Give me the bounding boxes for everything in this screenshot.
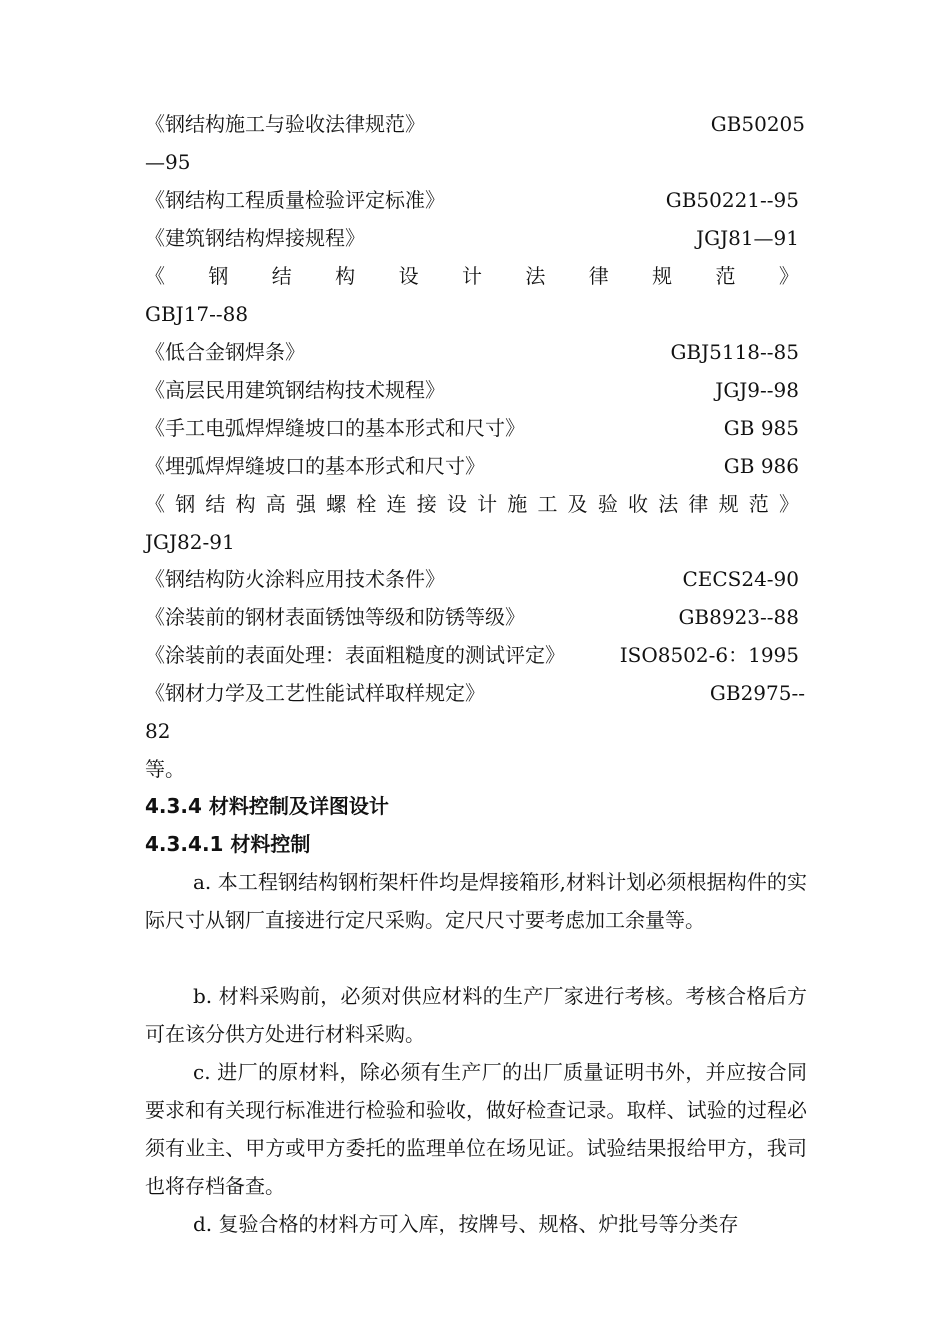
reference-line [145,377,799,403]
title-char: 钢 [208,264,229,288]
paragraph-c: c. 进厂的原材料，除必须有生产厂的出厂质量证明书外，并应按合同要求和有关现行标准进行检验和验收，做好检查记录。取样、试验的过程必须有业主、甲方或甲方委托的监理单位在场见证。试验结果报给甲方，我司也将存档备查。 [145,1060,807,1198]
title-char: 范 [715,264,736,288]
title-char: 律 [688,492,709,516]
title-char: 规 [718,492,739,516]
reference-code-continuation [145,149,805,175]
reference-title: 《钢结构工程质量检验评定标准》 [145,188,445,212]
reference-title: 《埋弧焊焊缝坡口的基本形式和尺寸》 [145,454,485,478]
reference-code: GBJ5118--85 [670,340,799,364]
reference-line [145,642,799,668]
reference-code: GB 986 [723,454,799,478]
title-char: 验 [597,492,618,516]
title-char: 法 [525,264,546,288]
title-char: 律 [588,264,609,288]
title-char: 施 [507,492,528,516]
title-char: 《 [145,492,165,516]
reference-code: GB 985 [723,416,799,440]
reference-code: JGJ9--98 [715,378,799,402]
reference-code: GB50205 [710,112,805,136]
reference-line [145,566,799,592]
reference-code: ISO8502-6：1995 [619,643,799,667]
reference-title: 《钢结构防火涂料应用技术条件》 [145,567,445,591]
title-char: 工 [537,492,558,516]
title-char: 》 [778,492,799,516]
title-char: 接 [416,492,437,516]
reference-title: 《涂装前的钢材表面锈蚀等级和防锈等级》 [145,605,525,629]
title-char: 及 [567,492,588,516]
reference-title: 《钢材力学及工艺性能试样取样规定》 [145,681,485,705]
title-char: 计 [461,264,482,288]
reference-code: GBJ17--88 [145,302,249,326]
etc-text: 等。 [145,757,185,781]
reference-title: 《涂装前的表面处理：表面粗糙度的测试评定》 [145,643,565,667]
reference-title: 《钢结构施工与验收法律规范》 [145,112,425,136]
title-char: 螺 [326,492,347,516]
reference-title: 《高层民用建筑钢结构技术规程》 [145,378,445,402]
section-heading: 4.3.4 材料控制及详图设计 [145,794,389,818]
title-char: 范 [748,492,769,516]
reference-code: GB50221--95 [665,188,799,212]
title-char: 法 [658,492,679,516]
reference-title: 《低合金钢焊条》 [145,340,305,364]
reference-line [145,339,799,365]
title-char: 设 [446,492,467,516]
title-char: 钢 [175,492,196,516]
paragraph-b: b. 材料采购前，必须对供应材料的生产厂家进行考核。考核合格后方可在该分供方处进行材料采购。 [145,984,807,1046]
reference-code-continuation [145,718,805,744]
title-char: 《 [145,264,165,288]
title-char: 高 [265,492,286,516]
title-char: 计 [477,492,498,516]
reference-code: GB8923--88 [678,605,799,629]
title-char: 规 [652,264,673,288]
reference-code: GB2975-- [709,681,805,705]
reference-code: JGJ82-91 [145,530,235,554]
title-char: 栓 [356,492,377,516]
reference-line [145,111,805,137]
list-ending [145,756,805,782]
reference-line [145,604,799,630]
title-char: 强 [295,492,316,516]
reference-title: 《手工电弧焊焊缝坡口的基本形式和尺寸》 [145,416,525,440]
reference-code-continuation [145,529,805,555]
title-char: 设 [398,264,419,288]
reference-title-spread [145,491,799,517]
reference-line [145,225,799,251]
paragraph-d: d. 复验合格的材料方可入库，按牌号、规格、炉批号等分类存 [193,1212,739,1236]
reference-line [145,453,799,479]
title-char: 收 [628,492,648,516]
title-char: 连 [386,492,407,516]
reference-code: 82 [145,719,171,743]
title-char: 结 [205,492,226,516]
title-char: 构 [335,264,356,288]
reference-code: JGJ81—91 [696,226,799,250]
title-char: 结 [271,264,292,288]
reference-code: CECS24-90 [682,567,799,591]
reference-line [145,680,805,706]
paragraph-a: a. 本工程钢结构钢桁架杆件均是焊接箱形,材料计划必须根据构件的实际尺寸从钢厂直接进行定尺采购。定尺尺寸要考虑加工余量等。 [145,870,807,932]
reference-line [145,415,799,441]
reference-line [145,187,799,213]
title-char: 构 [235,492,256,516]
reference-title: 《建筑钢结构焊接规程》 [145,226,365,250]
subsection-heading: 4.3.4.1 材料控制 [145,832,311,856]
reference-code: —95 [145,150,191,174]
reference-title-spread [145,263,799,289]
title-char: 》 [778,264,799,288]
reference-code-continuation [145,301,805,327]
